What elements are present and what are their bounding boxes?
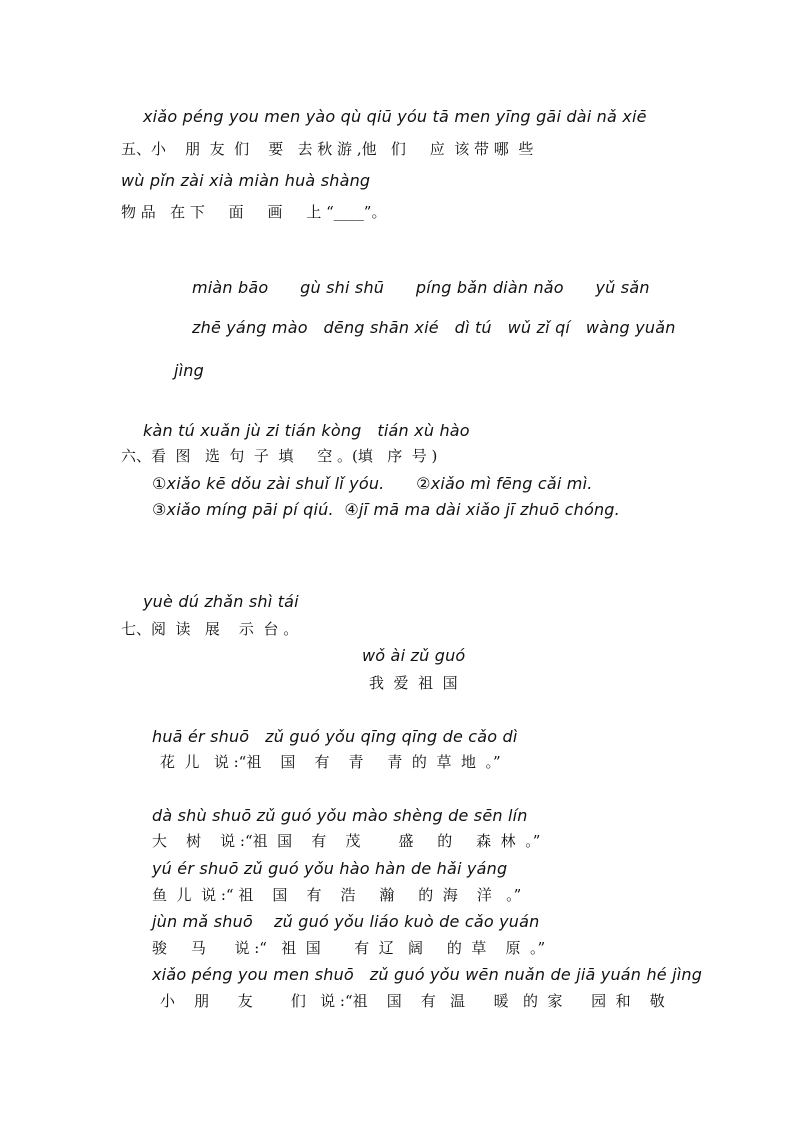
section6-sentence-row2: ③xiǎo míng pāi pí qiú. ④jī mā ma dài xiǎo jī zhuō chóng. [152,500,620,519]
section7-heading: 七、阅 读 展 示 台 。 [121,620,299,638]
poem-line4-hanzi: 骏 马 说 :“ 祖 国 有 辽 阔 的 草 原 。” [152,939,546,957]
poem-line2-hanzi: 大 树 说 :“祖 国 有 茂 盛 的 森 林 。” [152,832,541,850]
section5-heading: 五、小 朋 友 们 要 去 秋 游 ,他 们 应 该 带 哪 些 [121,140,534,158]
section5-options-row2: zhē yáng mào dēng shān xié dì tú wǔ zǐ qí wàng yuǎn [192,318,676,337]
poem-line2-pinyin: dà shù shuō zǔ guó yǒu mào shèng de sēn lín [152,806,528,825]
poem-title-pinyin: wǒ ài zǔ guó [362,646,466,665]
poem-line1-hanzi: 花 儿 说 :“祖 国 有 青 青 的 草 地 。” [160,753,501,771]
section5-pinyin-line1: xiǎo péng you men yào qù qiū yóu tā men yīng gāi dài nǎ xiē [143,107,647,126]
section5-hanzi-line2: 物 品 在 下 面 画 上 “____”。 [121,203,387,221]
poem-line5-pinyin: xiǎo péng you men shuō zǔ guó yǒu wēn nuǎn de jiā yuán hé jìng [152,965,703,984]
section6-heading: 六、看 图 选 句 子 填 空 。(填 序 号 ) [121,447,438,465]
section7-pinyin: yuè dú zhǎn shì tái [143,592,299,611]
section5-pinyin-line2: wù pǐn zài xià miàn huà shàng [121,171,371,190]
poem-line5-hanzi: 小 朋 友 们 说 :“祖 国 有 温 暖 的 家 园 和 敬 [160,992,665,1010]
poem-line3-pinyin: yú ér shuō zǔ guó yǒu hào hàn de hǎi yáng [152,859,508,878]
section6-sentence-row1: ①xiǎo kē dǒu zài shuǐ lǐ yóu. ②xiǎo mì fēng cǎi mì. [152,474,593,493]
section5-options-row3: jìng [174,361,204,380]
poem-line1-pinyin: huā ér shuō zǔ guó yǒu qīng qīng de cǎo dì [152,727,518,746]
section6-pinyin: kàn tú xuǎn jù zi tián kòng tián xù hào [143,421,470,440]
poem-line3-hanzi: 鱼 儿 说 :“ 祖 国 有 浩 瀚 的 海 洋 。” [152,886,522,904]
section5-options-row1: miàn bāo gù shi shū píng bǎn diàn nǎo yǔ sǎn [192,278,650,297]
poem-line4-pinyin: jùn mǎ shuō zǔ guó yǒu liáo kuò de cǎo yuán [152,912,540,931]
poem-title: 我 爱 祖 国 [369,674,458,692]
